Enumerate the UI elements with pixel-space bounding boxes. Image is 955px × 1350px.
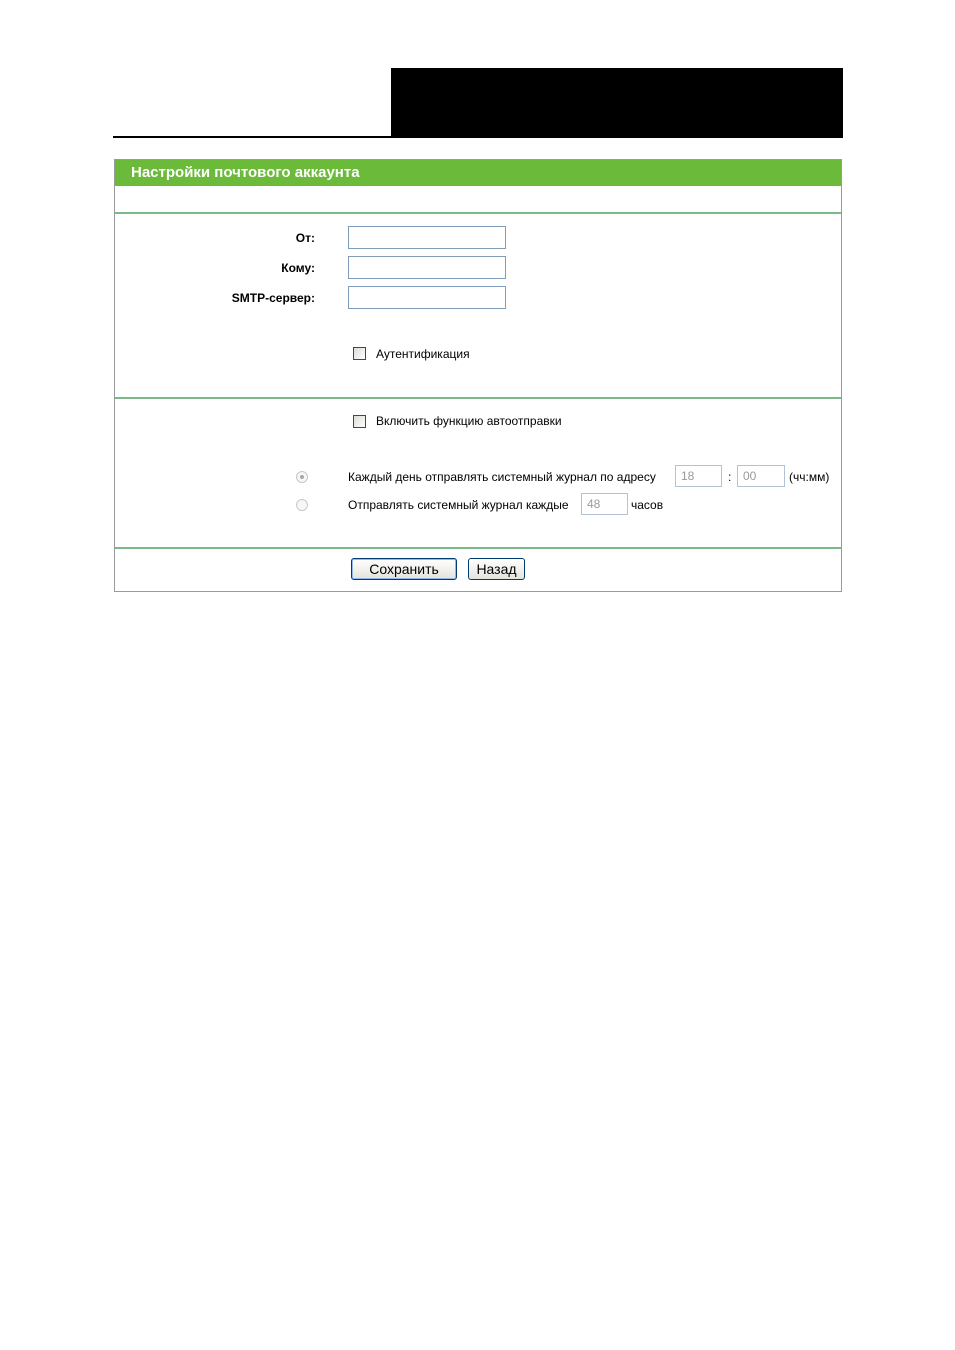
daily-schedule-radio[interactable]: [296, 471, 308, 483]
smtp-server-label: SMTP-сервер:: [231, 291, 315, 305]
daily-minute-input[interactable]: [737, 465, 785, 487]
separator-top: [115, 212, 841, 214]
document-header-rule: [113, 136, 391, 138]
separator-bottom: [115, 547, 841, 549]
daily-schedule-label: Каждый день отправлять системный журнал по адресу: [348, 470, 656, 484]
from-input[interactable]: [348, 226, 506, 249]
authentication-checkbox[interactable]: [353, 347, 366, 360]
interval-schedule-label: Отправлять системный журнал каждые: [348, 498, 569, 512]
to-input[interactable]: [348, 256, 506, 279]
authentication-label: Аутентификация: [376, 347, 470, 361]
daily-hour-input[interactable]: [675, 465, 722, 487]
time-format-label: (чч:мм): [789, 470, 830, 484]
document-header-block: [391, 68, 843, 138]
panel-title: Настройки почтового аккаунта: [115, 160, 841, 186]
separator-middle: [115, 397, 841, 399]
auto-send-label: Включить функцию автоотправки: [376, 414, 562, 428]
mail-account-settings-panel: [114, 159, 842, 592]
interval-hours-input[interactable]: [581, 493, 628, 515]
interval-unit-label: часов: [631, 498, 664, 512]
smtp-server-input[interactable]: [348, 286, 506, 309]
from-label: От:: [295, 231, 315, 245]
save-button[interactable]: Сохранить: [351, 558, 457, 580]
time-separator: :: [728, 470, 732, 484]
interval-schedule-radio[interactable]: [296, 499, 308, 511]
to-label: Кому:: [281, 261, 315, 275]
back-button[interactable]: Назад: [468, 558, 525, 580]
auto-send-checkbox[interactable]: [353, 415, 366, 428]
